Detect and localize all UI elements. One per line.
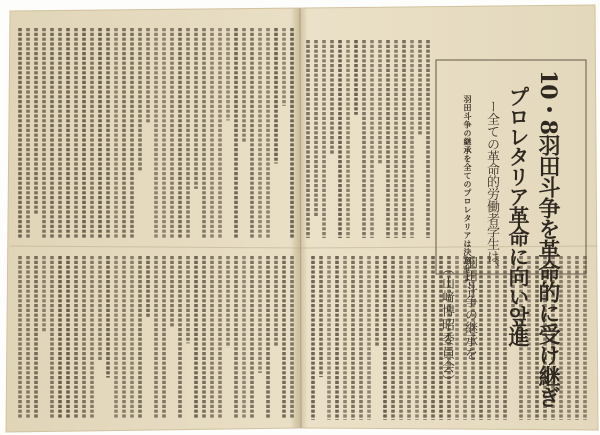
subtitle-continued: 羽田斗争の継承を [462, 256, 477, 360]
headline: 10・8羽田斗争を革命的に受け継ぎ [535, 70, 561, 407]
headline-line-2: プロレタリア革命に向い앞進 [506, 86, 531, 346]
committee-credit: （山﨑博昭委員会） [439, 262, 454, 388]
subtitle: ー全ての革命的労働者学生は、 [484, 100, 499, 275]
lead-exhortation: 羽田斗争の継承を全てのプロレタリアは決意せよ！！ [463, 95, 473, 299]
